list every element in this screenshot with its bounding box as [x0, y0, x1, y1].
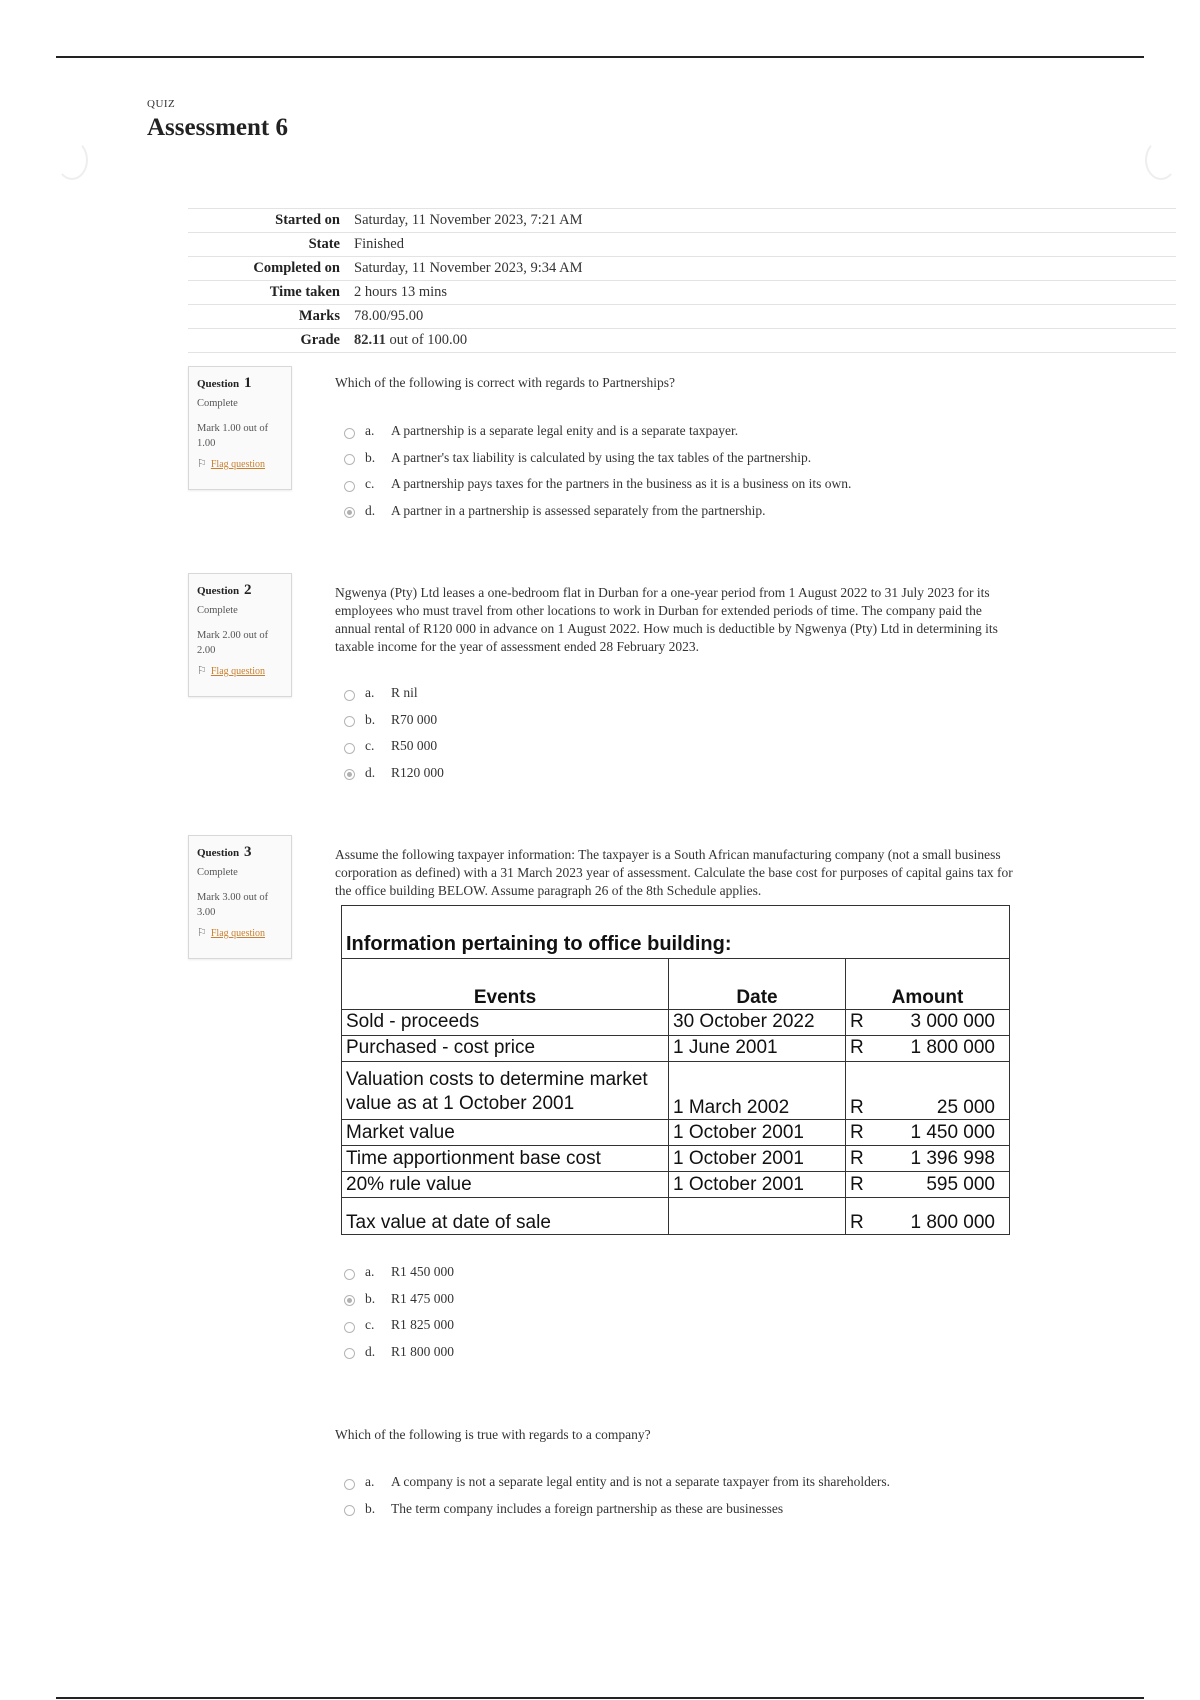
- question-state: Complete: [197, 605, 238, 616]
- top-divider: [56, 56, 1144, 58]
- summary-row-completed: [188, 257, 1176, 281]
- answer-letter: c.: [365, 476, 375, 492]
- summary-label: Time taken: [269, 284, 340, 300]
- answer-letter: d.: [365, 764, 376, 780]
- table-caption: Information pertaining to office building:: [342, 906, 1010, 959]
- date-cell: 1 October 2001: [669, 1146, 846, 1172]
- currency-cell: R: [846, 1146, 875, 1172]
- answer-list-1: [344, 418, 1044, 524]
- amount-cell: 1 800 000: [874, 1198, 1009, 1235]
- bottom-divider: [56, 1697, 1144, 1699]
- answer-letter: c.: [365, 738, 375, 754]
- summary-label: Marks: [298, 308, 340, 324]
- amount-cell: 1 450 000: [874, 1120, 1009, 1146]
- answer-option[interactable]: [344, 1496, 1044, 1523]
- answer-text: R120 000: [391, 764, 444, 780]
- column-header-date: Date: [669, 959, 846, 1010]
- radio-button[interactable]: [344, 743, 355, 754]
- answer-list-2: [344, 680, 1044, 786]
- question-label: Question: [197, 847, 240, 859]
- radio-button[interactable]: [344, 716, 355, 727]
- next-page-arrow-icon[interactable]: [1145, 140, 1177, 180]
- answer-option-selected[interactable]: [344, 760, 1044, 787]
- summary-value: 78.00/95.00: [354, 308, 424, 324]
- answer-text: A partner's tax liability is calculated by using the tax tables of the partnership.: [391, 449, 812, 465]
- question-grade: Mark 3.00 out of 3.00: [197, 892, 269, 918]
- attempt-summary-table: [188, 208, 1176, 353]
- event-cell: Sold - proceeds: [342, 1010, 669, 1036]
- flag-label: Flag question: [210, 666, 266, 677]
- answer-option[interactable]: [344, 1312, 1044, 1339]
- question-info-2: [188, 573, 292, 697]
- summary-label: State: [308, 236, 340, 252]
- answer-text: R nil: [391, 685, 418, 701]
- answer-letter: b.: [365, 1290, 376, 1306]
- question-number-value: 2: [243, 582, 252, 598]
- radio-button[interactable]: [344, 1269, 355, 1280]
- answer-text: A company is not a separate legal entity and is not a separate taxpayer from its shareholders.: [391, 1474, 890, 1490]
- answer-option[interactable]: [344, 1469, 1044, 1496]
- summary-label: Grade: [300, 332, 340, 348]
- answer-option-selected[interactable]: [344, 1286, 1044, 1313]
- amount-cell: 595 000: [874, 1172, 1009, 1198]
- answer-letter: c.: [365, 1317, 375, 1333]
- answer-letter: b.: [365, 449, 376, 465]
- flag-label: Flag question: [210, 928, 266, 939]
- event-cell: Purchased - cost price: [342, 1035, 669, 1061]
- radio-button[interactable]: [344, 481, 355, 492]
- radio-button[interactable]: [344, 454, 355, 465]
- answer-text: R1 475 000: [391, 1290, 455, 1306]
- answer-letter: d.: [365, 1343, 376, 1359]
- question-info-1: [188, 366, 292, 490]
- summary-label: Completed on: [253, 260, 340, 276]
- amount-cell: 1 800 000: [874, 1035, 1009, 1061]
- summary-value: [354, 329, 1176, 353]
- grade-score: 82.11: [354, 332, 386, 348]
- radio-button[interactable]: [344, 1348, 355, 1359]
- currency-cell: R: [846, 1120, 875, 1146]
- radio-button[interactable]: [344, 1505, 355, 1516]
- question-label: Question: [197, 585, 240, 597]
- question-text-4: Which of the following is true with regards to a company?: [335, 1427, 651, 1442]
- column-header-events: Events: [342, 959, 669, 1010]
- summary-row-marks: [188, 305, 1176, 329]
- date-cell: 30 October 2022: [669, 1010, 846, 1036]
- date-cell: 1 June 2001: [669, 1035, 846, 1061]
- date-cell: 1 March 2002: [669, 1061, 846, 1120]
- flag-icon: ⚐: [197, 458, 207, 470]
- question-state: Complete: [197, 867, 238, 878]
- amount-cell: 25 000: [874, 1061, 1009, 1120]
- answer-text: R50 000: [391, 738, 438, 754]
- answer-letter: a.: [365, 1474, 375, 1490]
- table-row: [342, 1061, 1010, 1120]
- radio-button[interactable]: [344, 428, 355, 439]
- question-text-2: Ngwenya (Pty) Ltd leases a one-bedroom flat in Durban for a one-year period from 1 August 2022 to 31 July 2023 for its employees who must travel from other locations to work in Durban for extended periods of time. The company paid the annual rental of R120 000 in advance on 1 August 2022. How much is deductible by Ngwenya (Pty) Ltd in determining its taxable income for the year of assessment ended 28 February 2023.: [335, 585, 998, 654]
- question-grade: Mark 2.00 out of 2.00: [197, 630, 269, 656]
- answer-text: A partner in a partnership is assessed separately from the partnership.: [391, 502, 766, 518]
- answer-list-3: [344, 1259, 1044, 1365]
- question-label: Question: [197, 378, 240, 390]
- answer-text: R1 800 000: [391, 1343, 455, 1359]
- radio-button-selected[interactable]: [344, 769, 355, 780]
- summary-row-state: [188, 233, 1176, 257]
- summary-label: Started on: [275, 212, 340, 228]
- answer-option[interactable]: [344, 680, 1044, 707]
- answer-option[interactable]: [344, 471, 1044, 498]
- table-row: [342, 1146, 1010, 1172]
- radio-button[interactable]: [344, 1322, 355, 1333]
- summary-row-started: [188, 209, 1176, 233]
- question-text-1: Which of the following is correct with regards to Partnerships?: [335, 375, 676, 390]
- summary-value: 2 hours 13 mins: [354, 284, 448, 300]
- answer-letter: a.: [365, 685, 375, 701]
- question-number-value: 3: [243, 844, 252, 860]
- answer-text: A partnership is a separate legal enity and is a separate taxpayer.: [391, 423, 739, 439]
- date-cell: [669, 1198, 846, 1235]
- flag-icon: ⚐: [197, 927, 207, 939]
- question-number: [197, 844, 283, 861]
- currency-cell: R: [846, 1061, 875, 1120]
- answer-letter: b.: [365, 711, 376, 727]
- event-cell: Valuation costs to determine market value as at 1 October 2001: [342, 1061, 669, 1120]
- answer-text: R1 825 000: [391, 1317, 455, 1333]
- currency-cell: R: [846, 1035, 875, 1061]
- flag-question-link[interactable]: [197, 926, 283, 939]
- flag-question-link[interactable]: [197, 457, 283, 470]
- table-row: [342, 1172, 1010, 1198]
- event-cell: Time apportionment base cost: [342, 1146, 669, 1172]
- event-cell: Market value: [342, 1120, 669, 1146]
- table-row: [342, 1010, 1010, 1036]
- answer-text: A partnership pays taxes for the partners in the business as it is a business on its own.: [391, 476, 852, 492]
- date-cell: 1 October 2001: [669, 1172, 846, 1198]
- answer-letter: b.: [365, 1500, 376, 1516]
- radio-button[interactable]: [344, 1479, 355, 1490]
- answer-text: R70 000: [391, 711, 438, 727]
- answer-letter: d.: [365, 502, 376, 518]
- summary-row-time-taken: [188, 281, 1176, 305]
- question-state: Complete: [197, 398, 238, 409]
- amount-cell: 3 000 000: [874, 1010, 1009, 1036]
- answer-option[interactable]: [344, 733, 1044, 760]
- answer-option[interactable]: [344, 1259, 1044, 1286]
- page-kicker: QUIZ: [147, 98, 176, 110]
- page-title: Assessment 6: [147, 114, 288, 141]
- answer-option-selected[interactable]: [344, 498, 1044, 525]
- event-cell: 20% rule value: [342, 1172, 669, 1198]
- question-number: [197, 582, 283, 599]
- currency-cell: R: [846, 1172, 875, 1198]
- summary-row-grade: [188, 329, 1176, 353]
- event-cell: Tax value at date of sale: [342, 1198, 669, 1235]
- question-info-3: [188, 835, 292, 959]
- summary-value: Saturday, 11 November 2023, 7:21 AM: [354, 212, 583, 228]
- radio-button-selected[interactable]: [344, 1295, 355, 1306]
- answer-letter: a.: [365, 1264, 375, 1280]
- answer-option[interactable]: [344, 707, 1044, 734]
- previous-page-arrow-icon[interactable]: [56, 140, 88, 180]
- flag-label: Flag question: [210, 459, 266, 470]
- radio-button-selected[interactable]: [344, 507, 355, 518]
- currency-cell: R: [846, 1010, 875, 1036]
- question-text-3: Assume the following taxpayer information: The taxpayer is a South African manufacturing company (not a small business corporation as defined) with a 31 March 2023 year of assessment. Calculate the base cost for purposes of capital gains tax for the office building BELOW. Assume paragraph 26 of the 8th Schedule applies.: [335, 847, 1013, 898]
- question-number-value: 1: [243, 375, 252, 391]
- question-number: [197, 375, 283, 392]
- answer-list-4: [344, 1469, 1044, 1522]
- answer-option[interactable]: [344, 418, 1044, 445]
- date-cell: 1 October 2001: [669, 1120, 846, 1146]
- question-grade: Mark 1.00 out of 1.00: [197, 423, 269, 449]
- summary-value: Saturday, 11 November 2023, 9:34 AM: [354, 260, 583, 276]
- answer-text: The term company includes a foreign partnership as these are businesses: [391, 1500, 784, 1516]
- grade-out-of: out of 100.00: [385, 332, 468, 348]
- amount-cell: 1 396 998: [874, 1146, 1009, 1172]
- flag-question-link[interactable]: [197, 664, 283, 677]
- currency-cell: R: [846, 1198, 875, 1235]
- office-building-info-table: [341, 905, 1010, 1235]
- table-row: [342, 1198, 1010, 1235]
- column-header-amount: Amount: [846, 959, 1010, 1010]
- answer-option[interactable]: [344, 445, 1044, 472]
- radio-button[interactable]: [344, 690, 355, 701]
- flag-icon: ⚐: [197, 665, 207, 677]
- answer-option[interactable]: [344, 1339, 1044, 1366]
- answer-text: R1 450 000: [391, 1264, 455, 1280]
- summary-value: Finished: [354, 236, 404, 252]
- table-row: [342, 1120, 1010, 1146]
- table-row: [342, 1035, 1010, 1061]
- answer-letter: a.: [365, 423, 375, 439]
